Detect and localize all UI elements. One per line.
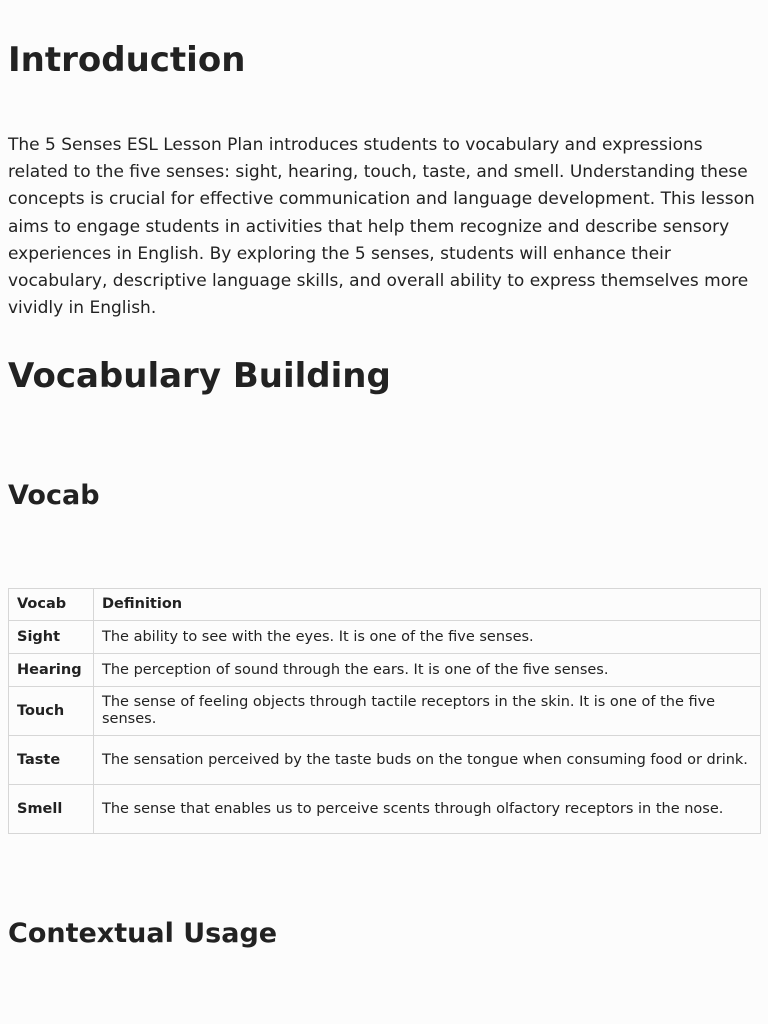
vocab-term-cell: Taste (9, 736, 94, 785)
definition-cell: The sense of feeling objects through tactile receptors in the skin. It is one of the five senses. (94, 687, 761, 736)
table-row (9, 621, 761, 654)
contextual-usage-heading: Contextual Usage (8, 918, 278, 949)
introduction-paragraph: The 5 Senses ESL Lesson Plan introduces students to vocabulary and expressions related to the five senses: sight, hearing, touch, taste, and smell. Understanding these concepts is crucial for effective communication and language development. This lesson aims to engage students in activities that help them recognize and describe sensory experiences in English. By exploring the 5 senses, students will enhance their vocabulary, descriptive language skills, and overall ability to express themselves more vividly in English. (8, 135, 755, 319)
table-header-row (9, 589, 761, 621)
vocab-table (8, 588, 761, 834)
definition-cell: The sense that enables us to perceive scents through olfactory receptors in the nose. (94, 785, 761, 834)
definition-cell: The sensation perceived by the taste buds on the tongue when consuming food or drink. (94, 736, 761, 785)
column-header-vocab: Vocab (9, 589, 94, 621)
vocab-term-cell: Smell (9, 785, 94, 834)
vocab-term-cell: Hearing (9, 654, 94, 687)
column-header-definition: Definition (94, 589, 761, 621)
vocab-heading: Vocab (8, 480, 100, 511)
definition-cell: The ability to see with the eyes. It is one of the five senses. (94, 621, 761, 654)
definition-cell: The perception of sound through the ears. It is one of the five senses. (94, 654, 761, 687)
table-row (9, 654, 761, 687)
table-row (9, 687, 761, 736)
vocab-term-cell: Touch (9, 687, 94, 736)
vocab-term-cell: Sight (9, 621, 94, 654)
table-row (9, 736, 761, 785)
table-row (9, 785, 761, 834)
introduction-heading: Introduction (8, 40, 246, 80)
vocabulary-building-heading: Vocabulary Building (8, 356, 391, 396)
